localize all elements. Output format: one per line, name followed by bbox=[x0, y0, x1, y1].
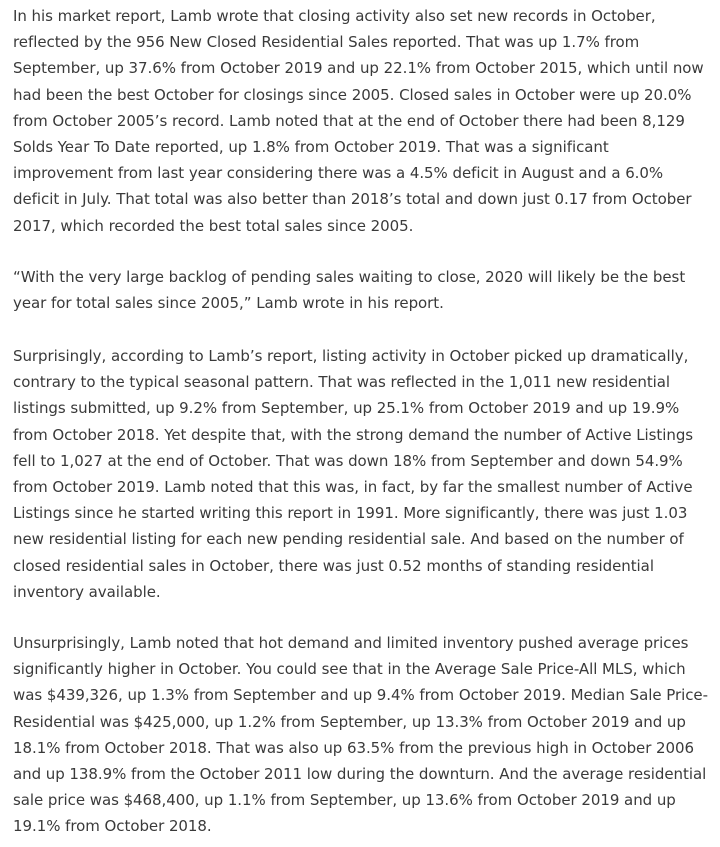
paragraph-average-prices: Unsurprisingly, Lamb noted that hot demand and limited inventory pushed average prices significantly higher in October. You could see that in the Average Sale Price-All MLS, which was $439,326, up 1.3% from September and up 9.4% from October 2019. Median Sale Price-Residential was $425,000, up 1.2% from September, up 13.3% from October 2019 and up 18.1% from October 2018. That was also up 63.5% from the previous high in October 2006 and up 138.9% from the October 2011 low during the downturn. And the average residential sale price was $468,400, up 1.1% from September, up 13.6% from October 2019 and up 19.1% from October 2018. bbox=[13, 634, 708, 836]
paragraph-closing-activity: In his market report, Lamb wrote that closing activity also set new records in October, reflected by the 956 New Closed Residential Sales reported. That was up 1.7% from September, up 37.6% from October 2019 and up 22.1% from October 2015, which until now had been the best October for closings since 2005. Closed sales in October were up 20.0% from October 2005’s record. Lamb noted that at the end of October there had been 8,129 Solds Year To Date reported, up 1.8% from October 2019. That was a significant improvement from last year considering there was a 4.5% deficit in August and a 6.0% deficit in July. That total was also better than 2018’s total and down just 0.17 from October 2017, which recorded the best total sales since 2005. bbox=[13, 7, 704, 235]
paragraph-lamb-quote: “With the very large backlog of pending sales waiting to close, 2020 will likely be the best year for total sales since 2005,” Lamb wrote in his report. bbox=[13, 268, 686, 313]
paragraph-listing-activity: Surprisingly, according to Lamb’s report, listing activity in October picked up dramatically, contrary to the typical seasonal pattern. That was reflected in the 1,011 new residential listings submitted, up 9.2% from September, up 25.1% from October 2019 and up 19.9% from October 2018. Yet despite that, with the strong demand the number of Active Listings fell to 1,027 at the end of October. That was down 18% from September and down 54.9% from October 2019. Lamb noted that this was, in fact, by far the smallest number of Active Listings since he started writing this report in 1991. More significantly, there was just 1.03 new residential listing for each new pending residential sale. And based on the number of closed residential sales in October, there was just 0.52 months of standing residential inventory available. bbox=[13, 347, 694, 601]
